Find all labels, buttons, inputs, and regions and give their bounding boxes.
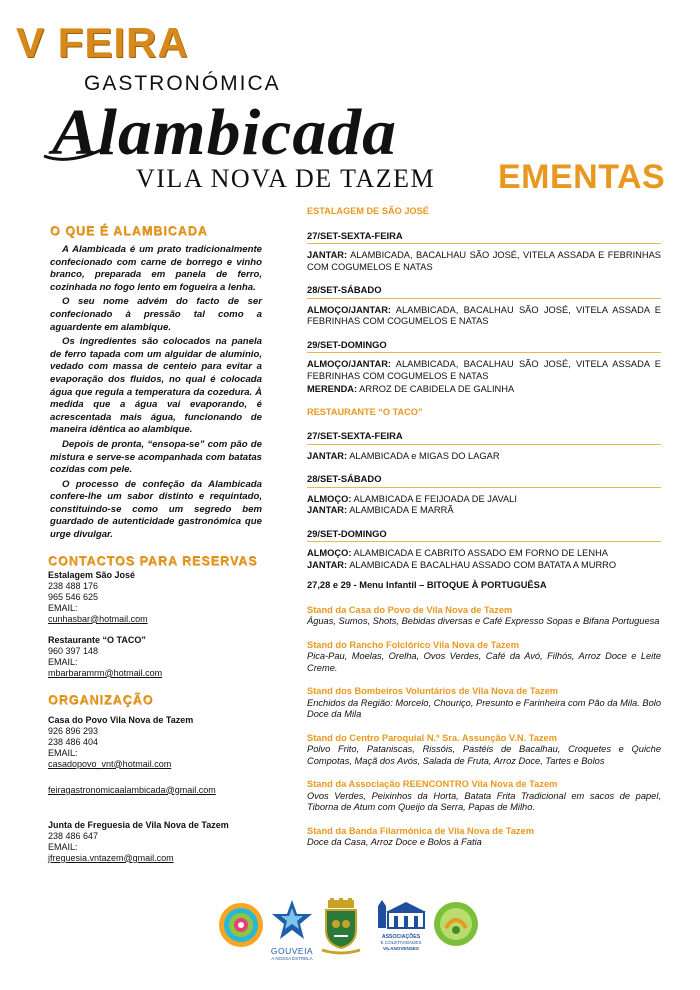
meal-line — [307, 505, 661, 517]
meal-text: ALAMBICADA E FEIJOADA DE JAVALI — [351, 493, 517, 504]
associacoes-logo — [374, 900, 428, 960]
meal-label: JANTAR: — [307, 450, 348, 461]
meal-text: ALAMBICADA E BACALHAU ASSADO COM BATATA A MURRO — [347, 559, 617, 570]
day-heading: 28/SET-SÁBADO — [307, 473, 661, 488]
green-circle-icon — [432, 900, 480, 948]
stand-title: Stand do Centro Paroquial N.º Sra. Assunção V.N. Tazem — [307, 732, 557, 743]
stand-description: Pica-Pau, Moelas, Orelha, Ovos Verdes, Café da Avó, Filhós, Arroz Doce e Leite Creme. — [307, 651, 661, 673]
green-circle-logo — [432, 900, 480, 948]
meal-label: ALMOÇO/JANTAR: — [307, 304, 392, 315]
stand-item — [307, 733, 661, 768]
event-subtitle: GASTRONÓMICA — [84, 72, 281, 95]
day-heading: 28/SET-SÁBADO — [307, 284, 661, 299]
fair-email — [48, 785, 262, 796]
alambicada-text: Alambicada — [47, 96, 398, 168]
meal-text: ALAMBICADA, BACALHAU SÃO JOSÉ, VITELA ASSADA E FEBRINHAS COM COGUMELOS E NATAS — [307, 250, 661, 272]
stand-description: Enchidos da Região: Morcelo, Chouriço, Presunto e Farinheira com Pão da Mila. Bolo Doce da Mila — [307, 697, 661, 719]
meal-label: MERENDA: — [307, 384, 358, 394]
event-location: VILA NOVA DE TAZEM — [136, 164, 436, 193]
org-phone: 238 486 404 — [48, 736, 99, 747]
org-casa-do-povo — [48, 715, 262, 770]
meal-text: ALAMBICADA E CABRITO ASSADO EM FORNO DE LENHA — [351, 548, 609, 558]
org-phone: 238 486 647 — [48, 830, 99, 841]
about-text — [50, 244, 262, 542]
junta-coat-of-arms — [318, 898, 364, 956]
meal-line — [307, 451, 661, 463]
meal-label: JANTAR: — [307, 505, 348, 515]
meal-label: ALMOÇO/JANTAR: — [307, 359, 392, 369]
meal-text: ARROZ DE CABIDELA DE GALINHA — [357, 384, 515, 394]
menu-day — [307, 339, 661, 396]
menus-column — [307, 206, 661, 861]
contact-name: Estalagem São José — [48, 569, 136, 580]
about-paragraph: A Alambicada é um prato tradicionalmente confecionado com carne de borrego e vinho branco, preparada em panela de ferro, cozinhada no fogo lento em fogueira a lenha. — [50, 244, 262, 293]
org-email-link[interactable]: jfreguesia.vntazem@gmail.com — [48, 852, 174, 863]
day-heading: 27/SET-SEXTA-FEIRA — [307, 230, 661, 245]
coat-of-arms-icon — [318, 898, 364, 956]
meal-line — [307, 494, 661, 506]
gouveia-name: GOUVEIA — [270, 946, 314, 956]
restaurant-name: RESTAURANTE “O TACO” — [307, 406, 423, 417]
meal-line — [307, 359, 661, 382]
stand-description: Doce da Casa, Arroz Doce e Bolos à Fatia — [307, 837, 482, 847]
stand-title: Stand da Associação REENCONTRO Vila Nova de Tazem — [307, 779, 558, 789]
meal-label: ALMOÇO: — [307, 493, 352, 504]
about-paragraph: Os ingredientes são colocados na panela de ferro tapada com um alguidar de alumínio, vedado com massa de centeio para evitar a evaporação dos fluidos, no qual é colocada água que regula a temperatura da cozedura. À medida que a água vai evaporando, é acrescentada mais água, funcionando de maneira idêntica ao alambique. — [50, 336, 262, 436]
kids-menu: 27,28 e 29 - Menu Infantil – BITOQUE À PORTUGUÊSA — [307, 580, 547, 590]
meal-line — [307, 305, 661, 328]
menu-day — [307, 528, 661, 572]
meal-line — [307, 384, 661, 396]
menus-heading: EMENTAS — [498, 158, 666, 196]
stand-description: Polvo Frito, Pataniscas, Rissóis, Pastéis de Bacalhau, Croquetes e Quiche Compotas, Maçã dos Avós, Salada de Fruta, Arroz Doce, Tartes e Bolos — [307, 744, 661, 766]
meal-text: ALAMBICADA e MIGAS DO LAGAR — [347, 450, 500, 461]
org-phone: 926 896 293 — [48, 725, 99, 736]
menu-day — [307, 430, 661, 462]
organization-title: ORGANIZAÇÃO — [48, 692, 154, 707]
stand-item — [307, 640, 661, 675]
stand-title: Stand da Banda Filarmónica de Vila Nova de Tazem — [307, 825, 534, 836]
menu-day — [307, 473, 661, 517]
stand-title: Stand dos Bombeiros Voluntários de Vila Nova de Tazem — [307, 686, 559, 696]
meal-text: ALAMBICADA E MARRÃ — [347, 505, 454, 515]
stand-item — [307, 826, 661, 849]
contact-email-link[interactable]: mbarbaramrm@hotmail.com — [48, 667, 163, 678]
org-name: Junta de Freguesia de Vila Nova de Tazem — [48, 819, 229, 830]
info-column — [44, 224, 262, 864]
about-paragraph: O processo de confeção da Alambicada confere-lhe um sabor distinto e requintado, constituindo-se como um segredo bem guardado de autenticidade gastronómica que urge divulgar. — [50, 478, 262, 541]
email-label: EMAIL: — [48, 602, 78, 613]
org-name: Casa do Povo Vila Nova de Tazem — [48, 714, 194, 725]
email-label: EMAIL: — [48, 656, 78, 667]
about-paragraph: Depois de pronta, “ensopa-se” com pão de mistura e serve-se acompanhada com batatas cozidas com pele. — [50, 438, 262, 476]
stand-item — [307, 686, 661, 721]
fair-email-link[interactable]: feiragastronomicaalambicada@gmail.com — [48, 784, 216, 795]
buildings-icon — [374, 900, 428, 930]
sponsor-logos — [0, 890, 700, 980]
contacts-title: CONTACTOS PARA RESERVAS — [48, 553, 258, 568]
meal-line — [307, 560, 661, 572]
day-heading: 27/SET-SEXTA-FEIRA — [307, 430, 661, 445]
casa-do-povo-logo — [218, 902, 264, 948]
event-logo-title — [40, 96, 410, 168]
contact-phone: 965 546 625 — [48, 591, 99, 602]
meal-text: ALAMBICADA, BACALHAU SÃO JOSÉ, VITELA ASSADA E FEBRINHAS COM COGUMELOS E NATAS — [307, 304, 661, 326]
stand-description: Ovos Verdes, Peixinhos da Horta, Batata Frita Tradicional em sacos de papel, Tiborna de Atum com Queijo da Serra, Papas de Milho. — [307, 790, 661, 812]
assoc-line2: E COLETIVIDADES — [380, 940, 422, 945]
assoc-line3: VILANOVENSES — [383, 946, 419, 951]
about-title: O QUE É ALAMBICADA — [50, 224, 208, 238]
contact-phone: 960 397 148 — [48, 645, 99, 656]
menu-day — [307, 284, 661, 328]
email-label: EMAIL: — [48, 747, 78, 758]
stand-item — [307, 779, 661, 814]
about-paragraph: O seu nome advém do facto de ser confecionado à pressão tal como a aguardente em alambique. — [50, 296, 262, 333]
stand-title: Stand da Casa do Povo de Vila Nova de Tazem — [307, 604, 513, 615]
stand-item — [307, 605, 661, 628]
meal-label: ALMOÇO: — [307, 548, 352, 558]
stand-title: Stand do Rancho Folclórico Vila Nova de Tazem — [307, 639, 519, 650]
gouveia-tagline: A NOSSA ESTRELA — [271, 956, 313, 961]
meal-label: JANTAR: — [307, 559, 348, 570]
meal-text: ALAMBICADA, BACALHAU SÃO JOSÉ, VITELA ASSADA E FEBRINHAS COM COGUMELOS E NATAS — [307, 359, 661, 381]
email-label: EMAIL: — [48, 841, 78, 852]
day-heading: 29/SET-DOMINGO — [307, 528, 661, 543]
contact-taco — [48, 635, 262, 679]
meal-label: JANTAR: — [307, 250, 348, 260]
contact-phone: 238 488 176 — [48, 580, 99, 591]
colorful-circle-icon — [218, 902, 264, 948]
star-icon — [270, 898, 314, 942]
meal-line — [307, 250, 661, 273]
meal-line — [307, 548, 661, 560]
contact-name: Restaurante “O TACO” — [48, 634, 146, 645]
assoc-line1: ASSOCIAÇÕES — [381, 934, 421, 940]
org-email-link[interactable]: casadopovo_vnt@hotmail.com — [48, 758, 172, 769]
alambicada-logo — [40, 96, 410, 168]
gouveia-logo — [270, 898, 314, 970]
day-heading: 29/SET-DOMINGO — [307, 339, 661, 354]
restaurant-name: ESTALAGEM DE SÃO JOSÉ — [307, 206, 429, 216]
org-junta — [48, 820, 262, 864]
contact-estalagem — [48, 570, 262, 625]
edition-title: V FEIRA — [16, 19, 189, 66]
contact-email-link[interactable]: cunhasbar@hotmail.com — [48, 613, 148, 624]
stand-description: Águas, Sumos, Shots, Bebidas diversas e Café Expresso Sopas e Bifana Portuguesa — [307, 616, 660, 626]
menu-day — [307, 230, 661, 274]
